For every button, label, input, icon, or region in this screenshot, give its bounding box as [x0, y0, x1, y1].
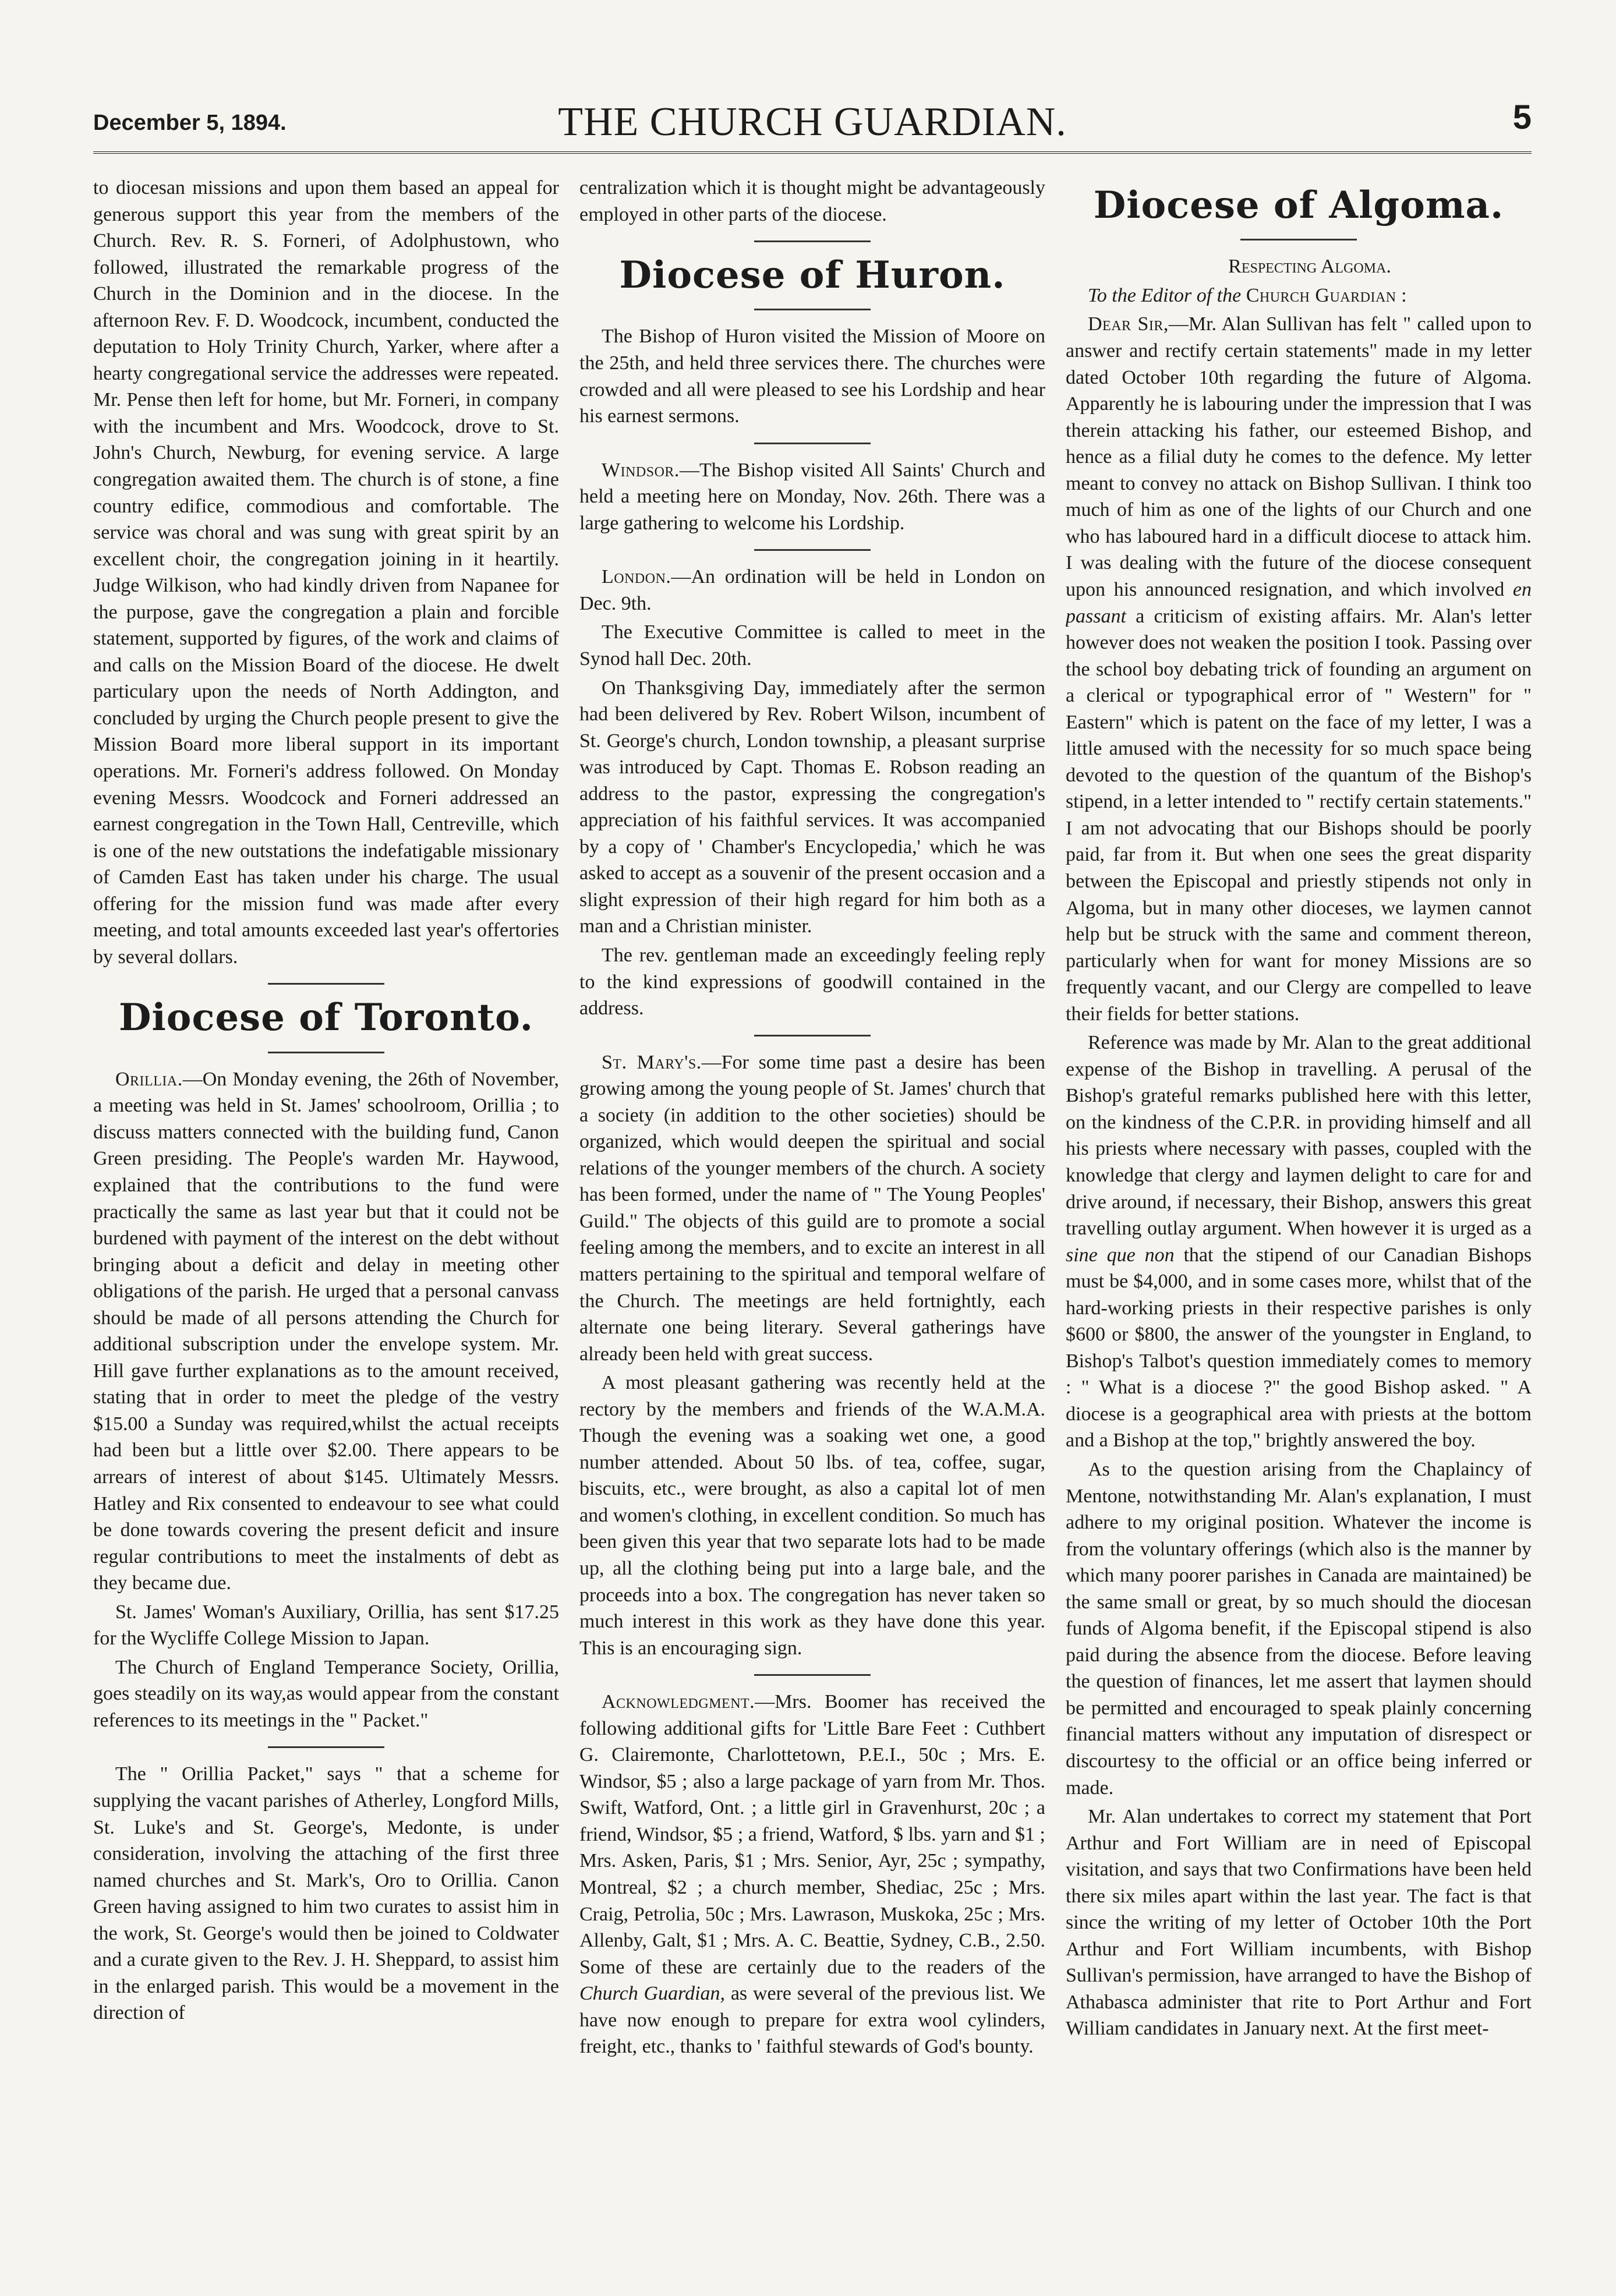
- divider: [754, 240, 871, 242]
- paragraph-text: that the stipend of our Canadian Bishops must be $4,000, and in some cases more, whilst that of the hard-working priests in their respective parishes is only $600 or $800, the answer of the youngster in England, to Bishop's Talbot's question immediately comes to memory : " What is a diocese ?" the good Bishop asked. " A diocese is a geographical area with priests at the bottom and a Bishop at the top," brightly answered the boy.: [1066, 1244, 1532, 1452]
- page-number: 5: [1512, 98, 1532, 136]
- paragraph: [579, 1689, 1045, 2060]
- paragraph-text: —Mrs. Boomer has received the following additional gifts for 'Little Bare Feet : Cuthbert G. Clairemonte, Charlottetown, P.E.I., 50c ; Mrs. E. Windsor, $5 ; also a large package of yarn from Mr. Thos. Swift, Watford, Ont. ; a little girl in Gravenhurst, 20c ; a friend, Windsor, $5 ; a friend, Watford, $ lbs. yarn and $1 ; Mrs. Asken, Paris, $1 ; Mrs. Senior, Ayr, 25c ; sympathy, Montreal, $2 ; a church member, Shediac, 25c ; Mrs. Craig, Petrolia, 50c ; Mrs. Lawrason, Muskoka, 25c ; Mrs. Allenby, Galt, $1 ; Mrs. A. C. Beattie, Sydney, C.B., 2.50. Some of these are certainly due to the readers of the: [579, 1691, 1045, 1978]
- paragraph-lead: Windsor.: [602, 459, 680, 481]
- italic-text: To the Editor of the: [1088, 284, 1242, 306]
- divider: [268, 983, 384, 985]
- paragraph-text: a criticism of existing affairs. Mr. Alan's letter however does not weaken the position I took. Passing over the school boy debating trick of founding an argument on a clerical or typographical error of " Western" for " Eastern" which is patent on the face of my letter, I was a little amused with the necessity for so much space being devoted to the question of the quantum of the Bishop's stipend, in a letter intended to " rectify certain statements." I am not advocating that our Bishops should be poorly paid, far from it. But when one sees the great disparity between the Episcopal and priestly stipends not only in Algoma, but in many other dioceses, we laymen cannot help but be struck with the same and comment thereon, particularly when for want for money Missions are so frequently vacant, and our Clergy are compelled to leave their fields for better stations.: [1066, 605, 1532, 1025]
- section-heading-algoma: Diocese of Algoma.: [1093, 183, 1504, 227]
- paragraph-lead: London.: [602, 566, 671, 588]
- punctuation: :: [1401, 284, 1407, 306]
- italic-text: en passant: [1066, 578, 1532, 627]
- paragraph-text: Reference was made by Mr. Alan to the great additional expense of the Bishop in travelling. A perusal of the Bishop's grateful remarks published here with this letter, on the kindness of the C.P.R. in providing himself and all his priests where necessary with passes, coupled with the knowledge that clergy and laymen delight to care for and drive around, if necessary, their Bishop, answers this great travelling outlay argument. When however it is urged as a: [1066, 1032, 1532, 1240]
- issue-date: December 5, 1894.: [93, 111, 287, 135]
- paragraph-text: —On Monday evening, the 26th of November, a meeting was held in St. James' schoolroom, Orillia ; to discuss matters connected with the building fund, Canon Green presiding. The People's warden Mr. Haywood, explained that the contributions to the fund were practically the same as last year but that it could not be burdened with payment of the interest on the debt without bringing about a deficit and delay in meeting other obligations of the parish. He urged that a personal canvass should be made of all persons attending the Church for additional subscription under the envelope system. Mr. Hill gave further explanations as to the amount received, stating that in order to meet the pledge of the vestry $15.00 a Sunday was required,whilst the actual receipts had been but a little over $2.00. There appears to be arrears of interest of about $145. Ultimately Messrs. Hatley and Rix consented to endeavour to see what could be done towards covering the present deficit and insure regular contributions to meet the instalments of debt as they became due.: [93, 1068, 559, 1594]
- paragraph: Mr. Alan undertakes to correct my statement that Port Arthur and Fort William are in need of Episcopal visitation, and says that two Confirmations have been held there six miles apart within the last year. The fact is that since the writing of my letter of October 10th the Port Arthur and Fort William incumbents, with Bishop Sullivan's permission, have arranged to have the Bishop of Athabasca administer that rite to Port Arthur and Fort William candidates in January next. At the first meet-: [1066, 1806, 1532, 2040]
- paragraph-text: —An ordination will be held in London on Dec. 9th.: [579, 566, 1045, 614]
- newspaper-title: THE CHURCH GUARDIAN.: [558, 100, 1067, 144]
- paragraph-lead: Orillia.: [115, 1068, 183, 1090]
- divider: [754, 443, 871, 444]
- paper-name: Church Guardian: [1246, 284, 1396, 306]
- paragraph: [579, 457, 1045, 537]
- paragraph-text: —For some time past a desire has been growing among the young people of St. James' church that a society (in addition to the other societies) should be organized, which would deepen the spiritual and social relations of the younger members of the church. A society has been formed, under the name of " The Young Peoples' Guild." The objects of this guild are to promote a social feeling among the members, and to excite an interest in all matters pertaining to the spiritual and temporal welfare of the Church. The meetings are held fortnightly, each alternate one being literary. Several gatherings have already been held with great success.: [579, 1051, 1045, 1365]
- letter-address: [1066, 282, 1532, 309]
- paragraph: The Bishop of Huron visited the Mission of Moore on the 25th, and held three services there. The churches were crowded and all were pleased to see his Lordship and hear his earnest sermons.: [579, 326, 1045, 427]
- column-2: [579, 175, 1045, 2271]
- paragraph: The Church of England Temperance Society, Orillia, goes steadily on its way,as would appear from the constant references to its meetings in the " Packet.": [93, 1656, 559, 1731]
- paragraph: to diocesan missions and upon them based an appeal for generous support this year from the members of the Church. Rev. R. S. Forneri, of Adolphustown, who followed, illustrated the remarkable progress of the Church in the Dominion and in the diocese. In the afternoon Rev. F. D. Woodcock, incumbent, conducted the deputation to Holy Trinity Church, Yarker, where after a hearty congregational service the addresses were repeated. Mr. Pense then left for home, but Mr. Forneri, in company with the incumbent and Mrs. Woodcock, drove to St. John's Church, Newburg, for evening service. A large congregation awaited them. The church is of stone, a fine country edifice, commodious and comfortable. The service was choral and was sung with great spirit by an excellent choir, the congregation joining in it heartily. Judge Wilkison, who had kindly driven from Napanee for the purpose, gave the congregation a plain and forcible statement, supported by figures, of the work and claims of and calls on the Mission Board of the diocese. He dwelt particulary upon the needs of North Addington, and concluded by urging the Church people present to give the Mission Board more liberal support in its important operations. Mr. Forneri's address followed. On Monday evening Messrs. Woodcock and Forneri addressed an earnest congregation in the Town Hall, Centreville, which is one of the new outstations the indefatigable missionary of Camden East has taken under his charge. The usual offering for the mission fund was made after every meeting, and total amounts exceeded last year's offertories by several dollars.: [93, 177, 559, 968]
- paragraph-text: —The Bishop visited All Saints' Church and held a meeting here on Monday, Nov. 26th. There was a large gathering to welcome his Lordship.: [579, 459, 1045, 534]
- column-3: [1066, 175, 1532, 2271]
- section-heading-huron: Diocese of Huron.: [619, 253, 1006, 298]
- divider: [754, 309, 871, 310]
- divider: [1240, 239, 1357, 240]
- paragraph: As to the question arising from the Chaplaincy of Mentone, notwithstanding Mr. Alan's explanation, I must adhere to my original position. Whatever the income is from the voluntary offerings (which also is the manner by which many poorer parishes in Canada are maintained) be the same small or great, by so much should the diocesan funds of Algoma benefit, if the Episcopal stipend is also paid during the absence from the diocese. Before leaving the question of finances, let me assert that laymen should be permitted and encouraged to speak plainly concerning financial matters without any imputation of disrespect or discourtesy to the official or an office being inferred or made.: [1066, 1459, 1532, 1799]
- paragraph: A most pleasant gathering was recently held at the rectory by the members and friends of the W.A.M.A. Though the evening was a soaking wet one, a good number attended. About 50 lbs. of tea, coffee, sugar, biscuits, etc., were brought, as also a capital lot of men and women's clothing, in excellent condition. So much has been given this year that two separate lots had to be made up, all the clothing being put into a large bale, and the proceeds into a box. The congregation has never taken so much interest in this work as they have done this year. This is an encouraging sign.: [579, 1372, 1045, 1659]
- paragraph: St. James' Woman's Auxiliary, Orillia, has sent $17.25 for the Wycliffe College Mission to Japan.: [93, 1601, 559, 1650]
- divider: [754, 549, 871, 551]
- letter-subhead: Respecting Algoma.: [1228, 256, 1391, 278]
- paragraph: [1066, 311, 1532, 1027]
- column-1: [93, 175, 559, 2271]
- paragraph-lead: St. Mary's.: [602, 1051, 702, 1073]
- italic-text: sine que non: [1066, 1244, 1175, 1266]
- paragraph: The rev. gentleman made an exceedingly feeling reply to the kind expressions of goodwill contained in the address.: [579, 944, 1045, 1020]
- divider: [268, 1052, 384, 1053]
- paragraph-text: —Mr. Alan Sullivan has felt " called upon to answer and rectify certain statements" made in my letter dated October 10th regarding the future of Algoma. Apparently he is labouring under the impression that I was therein attacking his father, our esteemed Bishop, and hence as a filial duty he comes to the defence. My letter meant to convey no attack on Bishop Sullivan. I think too much of him as one of the lights of our Church and one who has laboured hard in a difficult diocese to attack him. I was dealing with the future of the diocese consequent upon his announced resignation, and which involved: [1066, 313, 1532, 600]
- paragraph-lead: Acknowledgment.: [602, 1691, 755, 1713]
- masthead: [93, 93, 1532, 154]
- section-heading-toronto: Diocese of Toronto.: [118, 996, 534, 1040]
- paragraph: On Thanksgiving Day, immediately after the sermon had been delivered by Rev. Robert Wilson, incumbent of St. George's church, London township, a pleasant surprise was introduced by Capt. Thomas E. Robson reading an address to the pastor, expressing the congregation's appreciation of his faithful services. It was accompanied by a copy of ' Chamber's Encyclopedia,' which he was asked to accept as a souvenir of the present occasion and a slight expression of their high regard for him both as a man and a Christian minister.: [579, 677, 1045, 937]
- paragraph: [1066, 1030, 1532, 1454]
- divider: [754, 1674, 871, 1676]
- paragraph: The " Orillia Packet," says " that a scheme for supplying the vacant parishes of Atherley, Longford Mills, St. Luke's and St. George's, Medonte, is under consideration, involving the attaching of the first three named churches and St. Mark's, Oro to Orillia. Canon Green having assigned to him two curates to assist him in the work, St. George's would then be joined to Coldwater and a curate given to the Rev. J. H. Sheppard, to assist him in the enlarged parish. This would be a movement in the direction of: [93, 1763, 559, 2024]
- paragraph: The Executive Committee is called to meet in the Synod hall Dec. 20th.: [579, 621, 1045, 670]
- divider: [268, 1746, 384, 1748]
- paragraph: [579, 1049, 1045, 1368]
- paragraph: [579, 564, 1045, 617]
- divider: [754, 1035, 871, 1036]
- paragraph: [93, 1066, 559, 1597]
- salutation: Dear Sir,: [1088, 313, 1169, 335]
- paragraph: centralization which it is thought might be advantageously employed in other parts of the diocese.: [579, 177, 1045, 225]
- paragraph-text: as were several of the previous list. We have now enough to prepare for extra wool cylinders, freight, etc., thanks to ' faithful stewards of God's bounty.: [579, 1983, 1045, 2058]
- italic-text: Church Guardian,: [579, 1983, 726, 2005]
